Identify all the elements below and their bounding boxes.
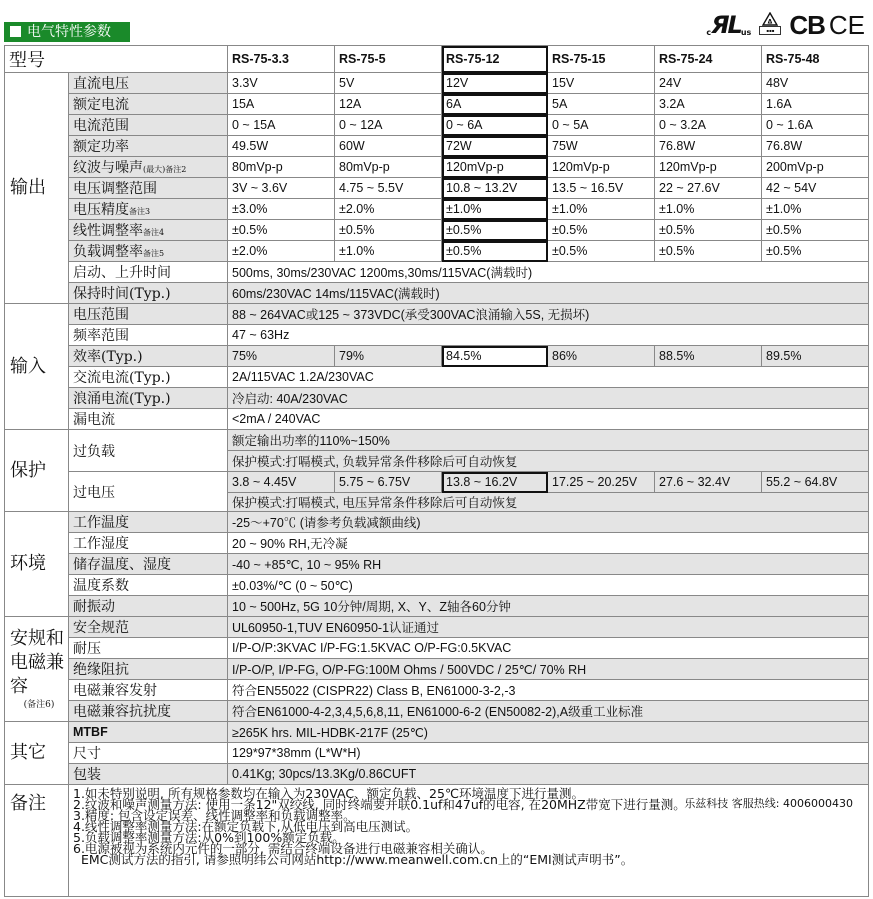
table-row [5,617,869,638]
row-label-text: 线性调整率 [73,223,143,239]
ce-logo: CE [828,9,865,40]
note-line: 1.如未特别说明, 所有规格参数均在输入为230VAC、额定负载、25℃环境温度下进行量测。 [73,786,584,801]
value-cell: 5A [548,94,655,115]
row-label-text: 纹波与噪声 [73,160,143,176]
value-cell: 120mVp-p [548,157,655,178]
value-cell: 120mVp-p [442,157,548,178]
value-cell: 80mVp-p [228,157,335,178]
value-cell: 129*97*38mm (L*W*H) [228,743,869,764]
value-cell: I/P-O/P:3KVAC I/P-FG:1.5KVAC O/P-FG:0.5KVAC [228,638,869,659]
value-cell: ±1.0% [655,199,762,220]
row-label [69,262,228,283]
note-line: 4.线性调整率测量方法:在额定负载下,从低电压到高电压测试。 [73,819,419,834]
row-label-text: 电磁兼容发射 [73,683,157,699]
row-label-text: 电压范围 [73,307,129,323]
value-cell: ±0.5% [548,241,655,262]
row-label [69,178,228,199]
value-cell: 0 ~ 12A [335,115,442,136]
row-label-text: 工作湿度 [73,536,129,552]
value-cell: 49.5W [228,136,335,157]
value-cell: 24V [655,73,762,94]
value-cell: 5.75 ~ 6.75V [335,472,442,493]
value-cell: 27.6 ~ 32.4V [655,472,762,493]
row-label-note: 备注4 [143,228,165,237]
value-cell: 3.3V [228,73,335,94]
value-cell: -40 ~ +85℃, 10 ~ 95% RH [228,554,869,575]
value-cell: ±0.5% [655,241,762,262]
value-cell: 12V [442,73,548,94]
svg-text:Δ: Δ [767,18,773,26]
table-row [5,575,869,596]
value-cell: 15A [228,94,335,115]
value-cell: 17.25 ~ 20.25V [548,472,655,493]
value-cell: 13.5 ~ 16.5V [548,178,655,199]
value-cell: 保护模式:打嗝模式, 负载异常条件移除后可自动恢复 [228,451,869,472]
table-row [5,157,869,178]
value-cell: 48V [762,73,869,94]
table-row [5,304,869,325]
value-cell: 15V [548,73,655,94]
row-label [69,409,228,430]
group-safety-note: (备注6) [23,700,55,710]
row-label-text: 电磁兼容抗扰度 [73,704,171,720]
value-cell: 20 ~ 90% RH,无冷凝 [228,533,869,554]
value-cell: 500ms, 30ms/230VAC 1200ms,30ms/115VAC(满载时) [228,262,869,283]
model-name: RS-75-24 [655,46,762,73]
row-label-text: 温度系数 [73,578,129,594]
row-label [69,659,228,680]
table-row [5,680,869,701]
table-row [5,73,869,94]
value-cell: ≥265K hrs. MIL-HDBK-217F (25℃) [228,722,869,743]
safety-box-icon: ▪▪▪ [759,26,781,35]
value-cell: 10 ~ 500Hz, 5G 10分钟/周期, X、Y、Z轴各60分钟 [228,596,869,617]
row-label [69,638,228,659]
row-label [69,304,228,325]
model-name: RS-75-12 [442,46,548,73]
table-row [5,115,869,136]
group-output: 输出 [5,73,69,304]
value-cell: -25～+70℃ (请参考负载减额曲线) [228,512,869,533]
value-cell: 符合EN55022 (CISPR22) Class B, EN61000-3-2,-3 [228,680,869,701]
value-cell: 12A [335,94,442,115]
row-label [69,283,228,304]
value-cell: 3.2A [655,94,762,115]
table-row [5,533,869,554]
value-cell: UL60950-1,TUV EN60950-1认证通过 [228,617,869,638]
group-input: 输入 [5,304,69,430]
value-cell: <2mA / 240VAC [228,409,869,430]
row-label [69,743,228,764]
table-row [5,659,869,680]
value-cell: 60W [335,136,442,157]
value-cell: 冷启动: 40A/230VAC [228,388,869,409]
model-name: RS-75-15 [548,46,655,73]
value-cell: 86% [548,346,655,367]
value-cell: 3V ~ 3.6V [228,178,335,199]
table-row [5,46,869,73]
value-cell: ±1.0% [548,199,655,220]
row-label-note: 备注5 [143,249,165,258]
value-cell: 60ms/230VAC 14ms/115VAC(满载时) [228,283,869,304]
row-label [69,94,228,115]
value-cell: ±3.0% [228,199,335,220]
table-row [5,199,869,220]
ul-logo: c ЯL us [706,11,752,39]
value-cell: ±0.5% [442,220,548,241]
row-label-text: 耐振动 [73,599,115,615]
group-notes: 备注 [5,785,69,897]
value-cell: 6A [442,94,548,115]
row-label-note: (最大)备注2 [143,165,187,174]
value-cell: 84.5% [442,346,548,367]
table-row [5,178,869,199]
row-label-text: 绝缘阻抗 [73,662,129,678]
group-safety [5,617,69,722]
note-line: 5.负载调整率测量方法:从0%到100%额定负载。 [73,830,345,845]
note-line: EMC测试方法的指引, 请参照明纬公司网站http://www.meanwell.com.cn上的“EMI测试声明书”。 [81,852,634,867]
row-label [69,199,228,220]
row-label [69,73,228,94]
value-cell: I/P-O/P, I/P-FG, O/P-FG:100M Ohms / 500VDC / 25℃/ 70% RH [228,659,869,680]
row-label [69,472,228,512]
value-cell: 0 ~ 5A [548,115,655,136]
value-cell: ±2.0% [228,241,335,262]
value-cell: 55.2 ~ 64.8V [762,472,869,493]
row-label [69,680,228,701]
value-cell: 额定输出功率的110%~150% [228,430,869,451]
row-label-text: MTBF [73,725,108,739]
table-row [5,283,869,304]
table-row [5,743,869,764]
row-label-text: 效率(Typ.) [73,349,143,365]
table-row [5,346,869,367]
value-cell: 0 ~ 1.6A [762,115,869,136]
value-cell: ±0.5% [762,220,869,241]
table-row [5,701,869,722]
row-label [69,596,228,617]
table-row [5,367,869,388]
row-label [69,346,228,367]
value-cell: 4.75 ~ 5.5V [335,178,442,199]
value-cell: 0 ~ 6A [442,115,548,136]
value-cell: 5V [335,73,442,94]
row-label [69,764,228,785]
value-cell: 0 ~ 15A [228,115,335,136]
row-label [69,325,228,346]
row-label-text: 安全规范 [73,620,129,636]
checkbox-square-icon [10,26,21,37]
group-protection: 保护 [5,430,69,512]
model-label: 型号 [5,46,228,73]
row-label-text: 浪涌电流(Typ.) [73,391,171,407]
value-cell: ±2.0% [335,199,442,220]
table-row [5,764,869,785]
value-cell: ±0.5% [762,241,869,262]
hotline-text: 乐兹科技 客服热线: 4006000430 [684,797,853,810]
value-cell: ±0.5% [228,220,335,241]
row-label-text: 过电压 [73,484,115,501]
row-label-text: 耐压 [73,641,101,657]
value-cell: ±1.0% [762,199,869,220]
row-label [69,554,228,575]
value-cell: ±0.5% [442,241,548,262]
value-cell: 79% [335,346,442,367]
row-label [69,533,228,554]
table-row [5,512,869,533]
row-label [69,136,228,157]
row-label-text: 交流电流(Typ.) [73,370,171,386]
row-label-text: 过负载 [73,443,115,460]
value-cell: 42 ~ 54V [762,178,869,199]
row-label [69,388,228,409]
row-label-text: 尺寸 [73,746,101,762]
note-line: 3.精度: 包含设定误差、线性调整率和负载调整率。 [73,808,356,823]
row-label-text: 保持时间(Typ.) [73,286,171,302]
row-label-text: 工作温度 [73,515,129,531]
table-row [5,262,869,283]
table-row [5,596,869,617]
note-line: 6.电源被视为系统内元件的一部分, 需结合终端设备进行电磁兼容相关确认。 [73,841,493,856]
row-label-text: 频率范围 [73,328,129,344]
cb-logo: CB [789,9,825,40]
value-cell: 13.8 ~ 16.2V [442,472,548,493]
row-label [69,701,228,722]
value-cell: 80mVp-p [335,157,442,178]
value-cell: 22 ~ 27.6V [655,178,762,199]
row-label [69,430,228,472]
note-line: 2.纹波和噪声测量方法: 使用一条12"双绞线, 同时终端要并联0.1uf和47uf的电容, 在20MHZ带宽下进行量测。 [73,797,686,812]
value-cell: 76.8W [655,136,762,157]
table-row [5,472,869,493]
value-cell: 保护模式:打嗝模式, 电压异常条件移除后可自动恢复 [228,493,869,512]
row-label-note: 备注3 [129,207,151,216]
row-label-text: 额定功率 [73,139,129,155]
section-title: 电气特性参数 [4,22,130,42]
value-cell: 3.8 ~ 4.45V [228,472,335,493]
table-row [5,554,869,575]
row-label-text: 电压精度 [73,202,129,218]
value-cell: ±0.5% [548,220,655,241]
table-row [5,638,869,659]
row-label-text: 电流范围 [73,118,129,134]
row-label-text: 额定电流 [73,97,129,113]
row-label [69,617,228,638]
value-cell: 88.5% [655,346,762,367]
row-label-text: 包装 [73,767,101,783]
table-row [5,430,869,451]
value-cell: 75W [548,136,655,157]
row-label [69,115,228,136]
value-cell: ±1.0% [442,199,548,220]
value-cell: 72W [442,136,548,157]
row-label [69,157,228,178]
value-cell: 47 ~ 63Hz [228,325,869,346]
row-label-text: 储存温度、湿度 [73,557,171,573]
group-safety-text: 安规和电磁兼容 [10,628,64,697]
table-row [5,388,869,409]
row-label [69,575,228,596]
row-label-text: 负载调整率 [73,244,143,260]
row-label-text: 启动、上升时间 [73,265,171,281]
row-label-text: 直流电压 [73,76,129,92]
value-cell: 75% [228,346,335,367]
value-cell: 0.41Kg; 30pcs/13.3Kg/0.86CUFT [228,764,869,785]
table-row [5,136,869,157]
row-label-text: 漏电流 [73,412,115,428]
row-label [69,367,228,388]
value-cell: 1.6A [762,94,869,115]
tuv-triangle-icon [755,12,785,38]
row-label [69,241,228,262]
table-row [5,220,869,241]
value-cell: ±1.0% [335,241,442,262]
certification-logos [706,10,865,40]
group-environment: 环境 [5,512,69,617]
model-name: RS-75-3.3 [228,46,335,73]
value-cell: 2A/115VAC 1.2A/230VAC [228,367,869,388]
value-cell: 200mVp-p [762,157,869,178]
value-cell: ±0.5% [655,220,762,241]
table-row [5,722,869,743]
value-cell: ±0.5% [335,220,442,241]
value-cell: 89.5% [762,346,869,367]
table-row [5,94,869,115]
group-other: 其它 [5,722,69,785]
row-label [69,220,228,241]
model-name: RS-75-5 [335,46,442,73]
row-label [69,722,228,743]
value-cell: 76.8W [762,136,869,157]
table-row [5,409,869,430]
value-cell: 120mVp-p [655,157,762,178]
value-cell: 88 ~ 264VAC或125 ~ 373VDC(承受300VAC浪涌输入5S, 无损坏) [228,304,869,325]
value-cell: 10.8 ~ 13.2V [442,178,548,199]
table-row [5,241,869,262]
row-label [69,512,228,533]
value-cell: 符合EN61000-4-2,3,4,5,6,8,11, EN61000-6-2 (EN50082-2),A级重工业标准 [228,701,869,722]
table-row [5,325,869,346]
value-cell: 0 ~ 3.2A [655,115,762,136]
model-name: RS-75-48 [762,46,869,73]
spec-table [4,45,869,897]
row-label-text: 电压调整范围 [73,181,157,197]
value-cell: ±0.03%/℃ (0 ~ 50℃) [228,575,869,596]
